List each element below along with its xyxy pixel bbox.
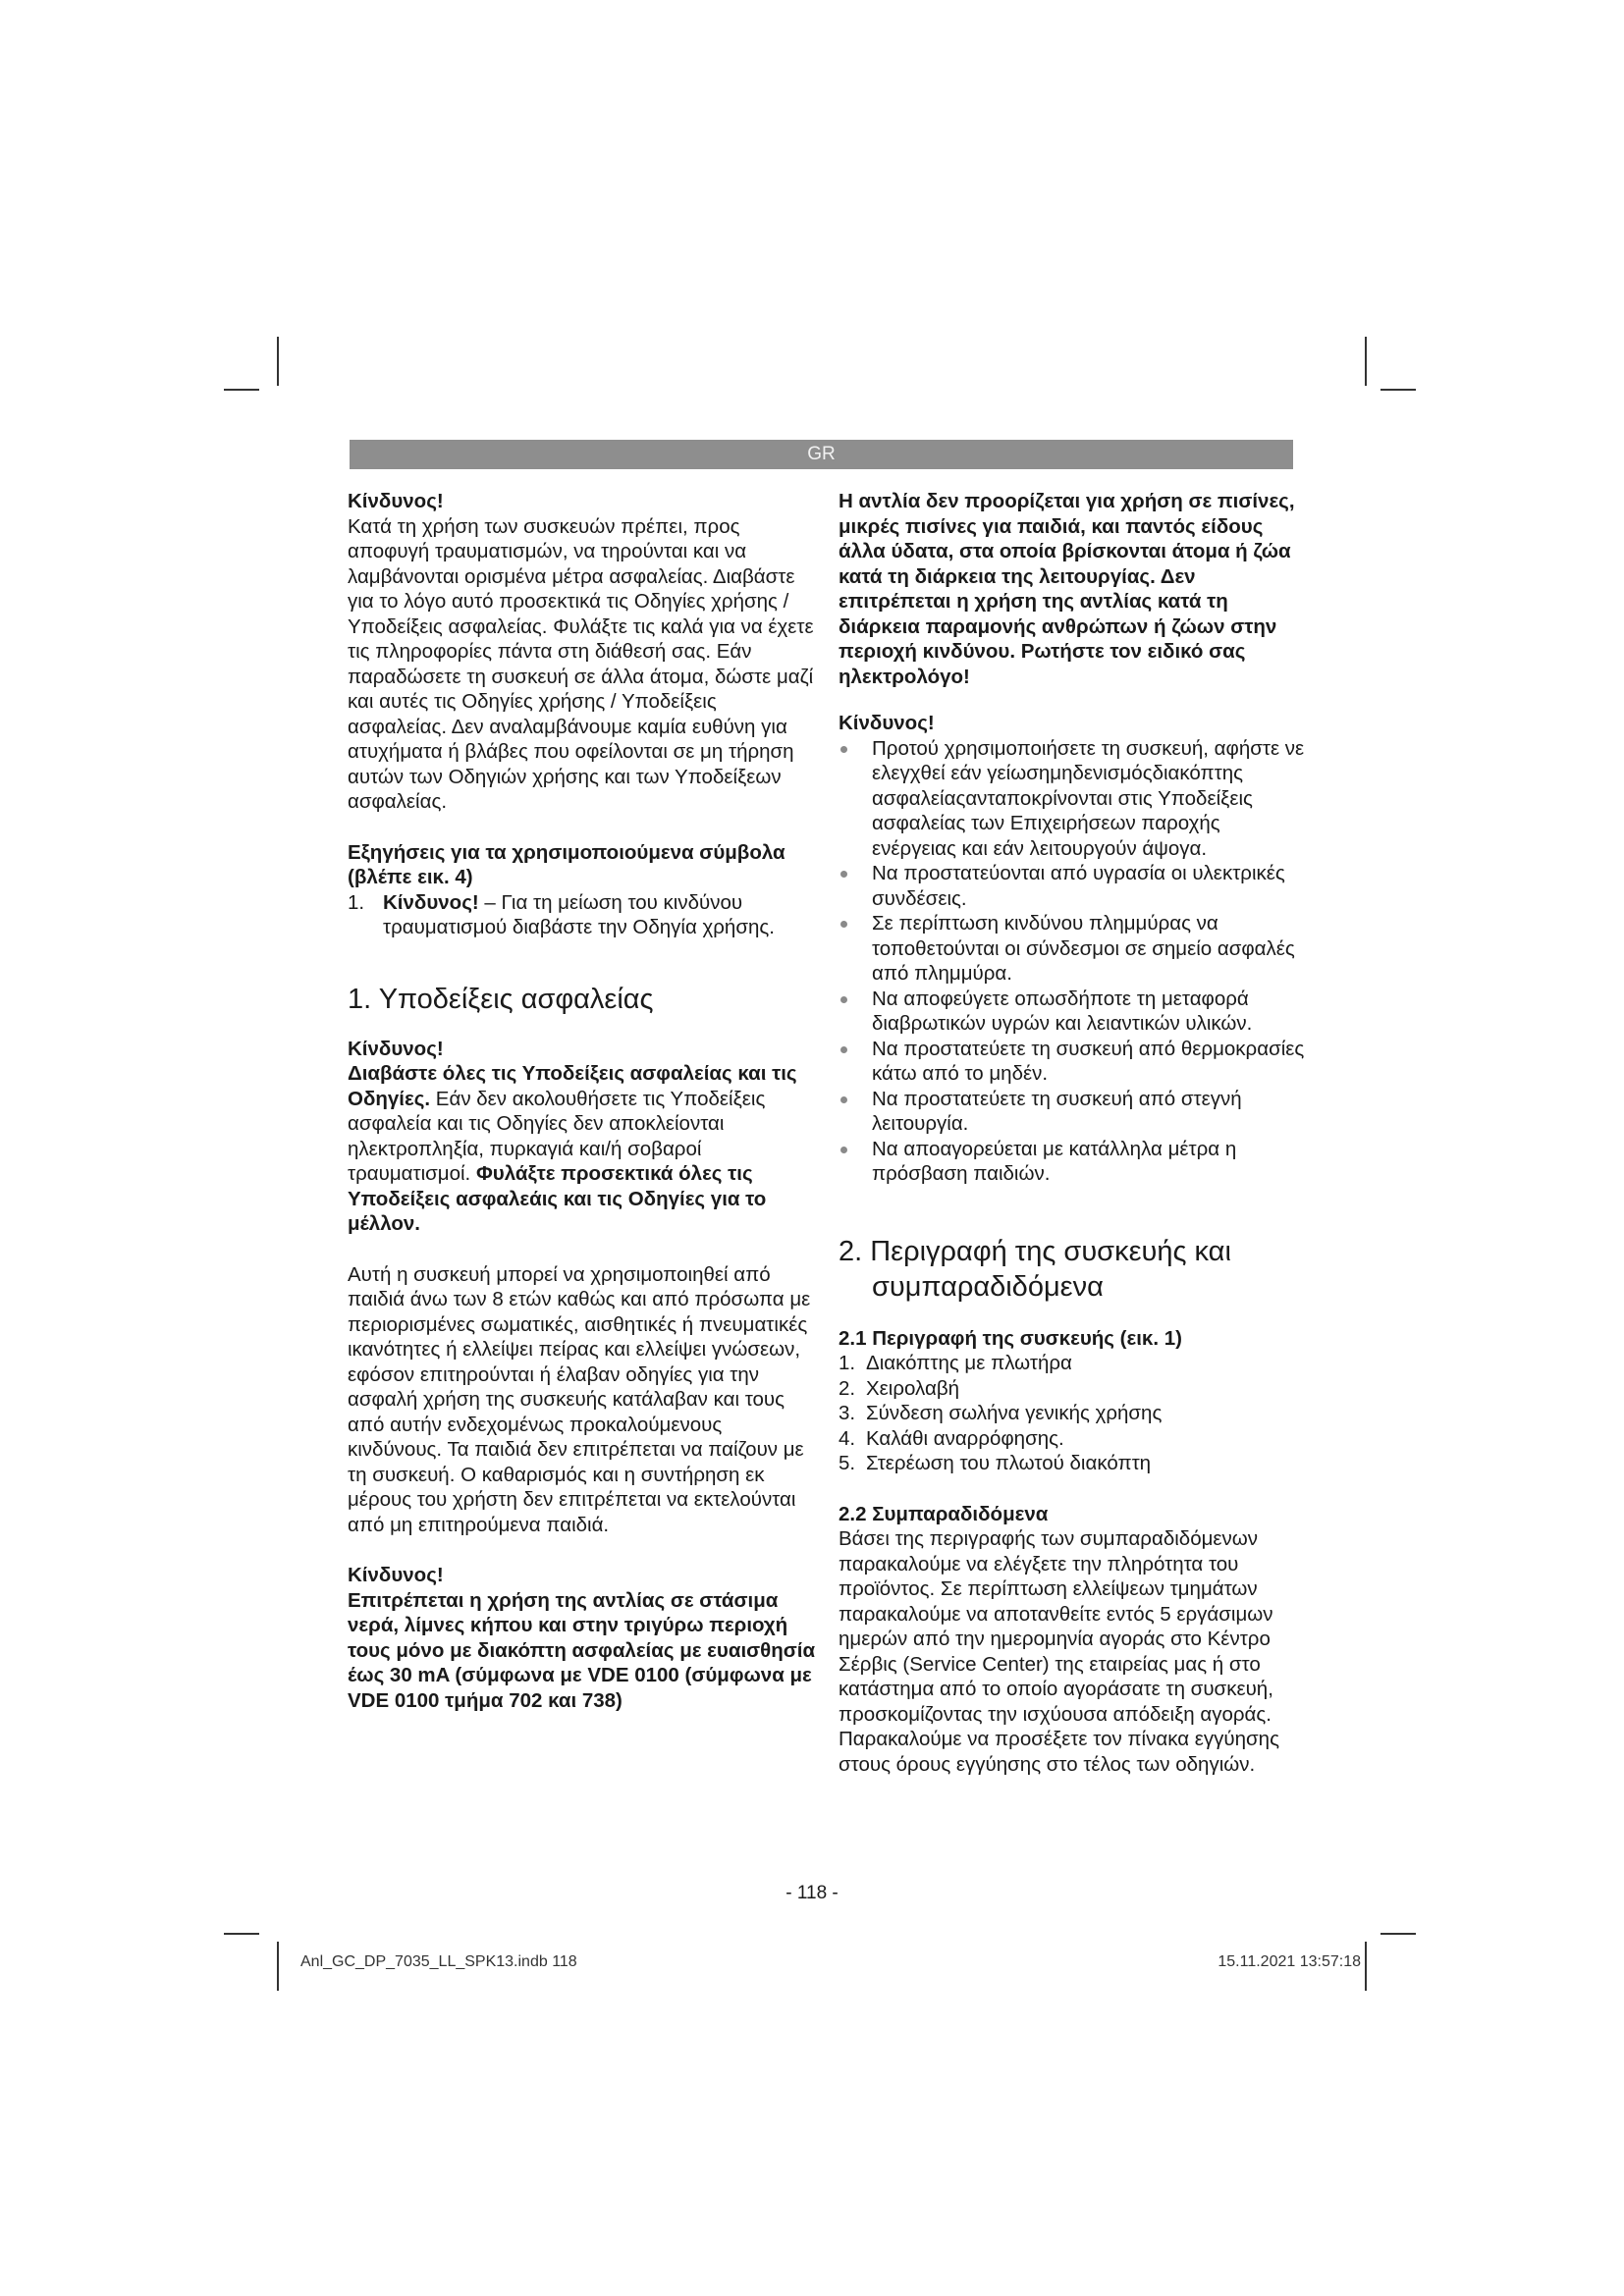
danger-heading: Κίνδυνος! [348,1037,444,1060]
part-number: 4. [839,1426,856,1450]
crop-mark [277,1942,279,1991]
rcd-warning-paragraph: Επιτρέπεται η χρήση της αντλίας σε στάσιμα νερά, λίμνες κήπου και στην τριγύρω περιοχή τους μόνο με διακόπτη ασφαλείας με ευαισθησία έως 30 mA (σύμφωνα με VDE 0100 (σύμφωνα με VDE 0100 τμήμα 702 και 738) [348,1588,816,1712]
part-label: Καλάθι αναρρόφησης. [866,1426,1064,1450]
scope-of-delivery-heading: 2.2 Συμπαραδιδόμενα [839,1502,1049,1525]
safety-bullet-list [839,736,1310,1187]
symbol-item [348,890,819,940]
danger-heading: Κίνδυνος! [348,490,444,512]
page-number: - 118 - [785,1883,839,1903]
parts-list [839,1351,1310,1476]
list-item: Να αποφεύγετε οπωσδήποτε τη μεταφορά διαβρωτικών υγρών και λειαντικών υλικών. [839,987,1310,1037]
read-instructions-text: Εάν δεν ακολουθήσετε τις Υποδείξεις ασφαλεία και τις Οδηγίες δεν αποκλείονται ηλεκτροπληξία, πυρκαγιά και/ή σοβαροί τραυματισμοί. [348,1087,766,1185]
list-item: Προτού χρησιμοποιήσετε τη συσκευή, αφήστε νε ελεγχθεί εάν γείωσημηδενισμόςδιακόπτης ασφαλείαςανταποκρίνονται στις Υποδείξεις ασφαλείας των Επιχειρήσεων παροχής ενέργειας και εάν λειτουργούν άψογα. [839,736,1310,862]
list-item: Να αποαγορεύεται με κατάλληλα μέτρα η πρόσβαση παιδιών. [839,1137,1310,1187]
keep-instructions-bold: Φυλάξτε προσεκτικά όλες τις Υποδείξεις ασφαλεάις και τις Οδηγίες για το μέλλον. [348,1162,767,1235]
symbol-label: Κίνδυνος! [383,890,479,914]
symbols-heading: Εξηγήσεις για τα χρησιμοποιούμενα σύμβολα (βλέπε εικ. 4) [348,840,785,888]
symbol-text: – Για τη μείωση του κινδύνου τραυματισμού διαβάστε την Οδηγία χρήσης. [383,890,775,938]
language-header-bar [350,440,1293,469]
part-label: Διακόπτης με πλωτήρα [866,1352,1072,1374]
footer-timestamp: 15.11.2021 13:57:18 [1218,1953,1361,1970]
crop-mark [1365,337,1367,386]
crop-mark [224,1933,259,1935]
part-number: 3. [839,1402,856,1424]
read-instructions-bold: Διαβάστε όλες τις Υποδείξεις ασφαλείας και τις Οδηγίες. [348,1062,797,1110]
part-label: Στερέωση του πλωτού διακόπτη [866,1452,1152,1474]
list-item: Να προστατεύετε τη συσκευή από θερμοκρασίες κάτω από το μηδέν. [839,1037,1310,1087]
list-item: Να προστατεύετε τη συσκευή από στεγνή λειτουργία. [839,1087,1310,1137]
danger-heading: Κίνδυνος! [839,712,935,734]
section-2-title-line-1: 2. Περιγραφή της συσκευής και [839,1235,1231,1267]
section-2-title [839,1234,1310,1305]
list-item [839,1376,1310,1402]
list-item [839,1401,1310,1426]
part-label: Χειρολαβή [866,1376,960,1400]
crop-mark [277,337,279,386]
left-column [348,489,819,1713]
footer-filename: Anl_GC_DP_7035_LL_SPK13.indb 118 [300,1953,577,1970]
crop-mark [1380,389,1416,391]
list-item [839,1351,1310,1376]
part-number: 5. [839,1452,856,1474]
crop-mark [1380,1933,1416,1935]
scope-of-delivery-paragraph: Βάσει της περιγραφής των συμπαραδιδόμενων παρακαλούμε να ελέγξετε την πληρότητα του προϊόντος. Σε περίπτωση ελλείψεων τμημάτων παρακαλούμε να αποτανθείτε εντός 5 εργάσιμων ημερών από την ημερομηνία αγοράς στο Κέντρο Σέρβις (Service Center) της εταιρείας μας ή στο κατάστημα από το οποίο αγοράσατε τη συσκευή, προσκομίζοντας την ισχύουσα απόδειξη αγοράς. Παρακαλούμε να προσέξετε τον πίνακα εγγύησης στους όρους εγγύησης στο τέλος των οδηγιών. [839,1527,1279,1776]
read-instructions-paragraph [348,1061,819,1237]
children-usage-paragraph: Αυτή η συσκευή μπορεί να χρησιμοποιηθεί από παιδιά άνω των 8 ετών καθώς και από πρόσωπα με περιορισμένες σωματικές, αισθητικές ή πνευματικές ικανότητες ή ελλείψει πείρας και ελλείψει γνώσεων, εφόσον επιτηρούνται ή έλαβαν οδηγίες για την ασφαλή χρήση της συσκευής κατάλαβαν και τους από αυτήν ενδεχομένως προκαλούμενους κινδύνους. Τα παιδιά δεν επιτρέπεται να παίζουν με τη συσκευή. Ο καθαρισμός και η συντήρηση εκ μέρους του χρήστη δεν επιτρέπεται να εκτελούνται από μη επιτηρούμενα παιδιά. [348,1262,811,1536]
list-item: Να προστατεύονται από υγρασία οι υλεκτρικές συνδέσεις. [839,861,1310,911]
part-label: Σύνδεση σωλήνα γενικής χρήσης [866,1402,1163,1424]
list-item [839,1426,1310,1452]
symbol-number: 1. [348,890,365,914]
section-1-title: 1. Υποδείξεις ασφαλείας [348,983,654,1015]
pool-warning-paragraph: Η αντλία δεν προορίζεται για χρήση σε πισίνες, μικρές πισίνες για παιδιά, και παντός είδους άλλα ύδατα, στα οποία βρίσκονται άτομα ή ζώα κατά τη διάρκεια της λειτουργίας. Δεν επιτρέπεται η χρήση της αντλίας κατά τη διάρκεια παραμονής ανθρώπων ή ζώων στην περιοχή κινδύνου. Ρωτήστε τον ειδικό σας ηλεκτρολόγο! [839,490,1295,688]
intro-paragraph: Κατά τη χρήση των συσκευών πρέπει, προς αποφυγή τραυματισμών, να τηρούνται και να λαμβάνονται ορισμένα μέτρα ασφαλείας. Διαβάστε για το λόγο αυτό προσεκτικά τις Οδηγίες χρήσης / Υποδείξεις ασφαλείας. Φυλάξτε τις καλά για να έχετε τις πληροφορίες πάντα στη διάθεσή σας. Εάν παραδώσετε τη συσκευή σε άλλα άτομα, δώστε μαζί και αυτές τις Οδηγίες χρήσης / Υποδείξεις ασφαλείας. Δεν αναλαμβάνουμε καμία ευθύνη για ατυχήματα ή βλάβες που οφείλονται σε μη τήρηση αυτών των Οδηγιών χρήσης και των Υποδείξεων ασφαλείας. [348,514,814,813]
list-item [839,1451,1310,1476]
language-code: GR [807,444,836,464]
device-description-heading: 2.1 Περιγραφή της συσκευής (εικ. 1) [839,1326,1182,1350]
part-number: 2. [839,1376,856,1400]
right-column [839,489,1310,1777]
section-2-title-line-2: συμπαραδιδόμενα [872,1270,1104,1303]
crop-mark [224,389,259,391]
list-item: Σε περίπτωση κινδύνου πλημμύρας να τοποθετούνται οι σύνδεσμοι σε σημείο ασφαλές από πλημμύρα. [839,911,1310,987]
crop-mark [1365,1942,1367,1991]
part-number: 1. [839,1352,856,1374]
danger-heading: Κίνδυνος! [348,1564,444,1586]
